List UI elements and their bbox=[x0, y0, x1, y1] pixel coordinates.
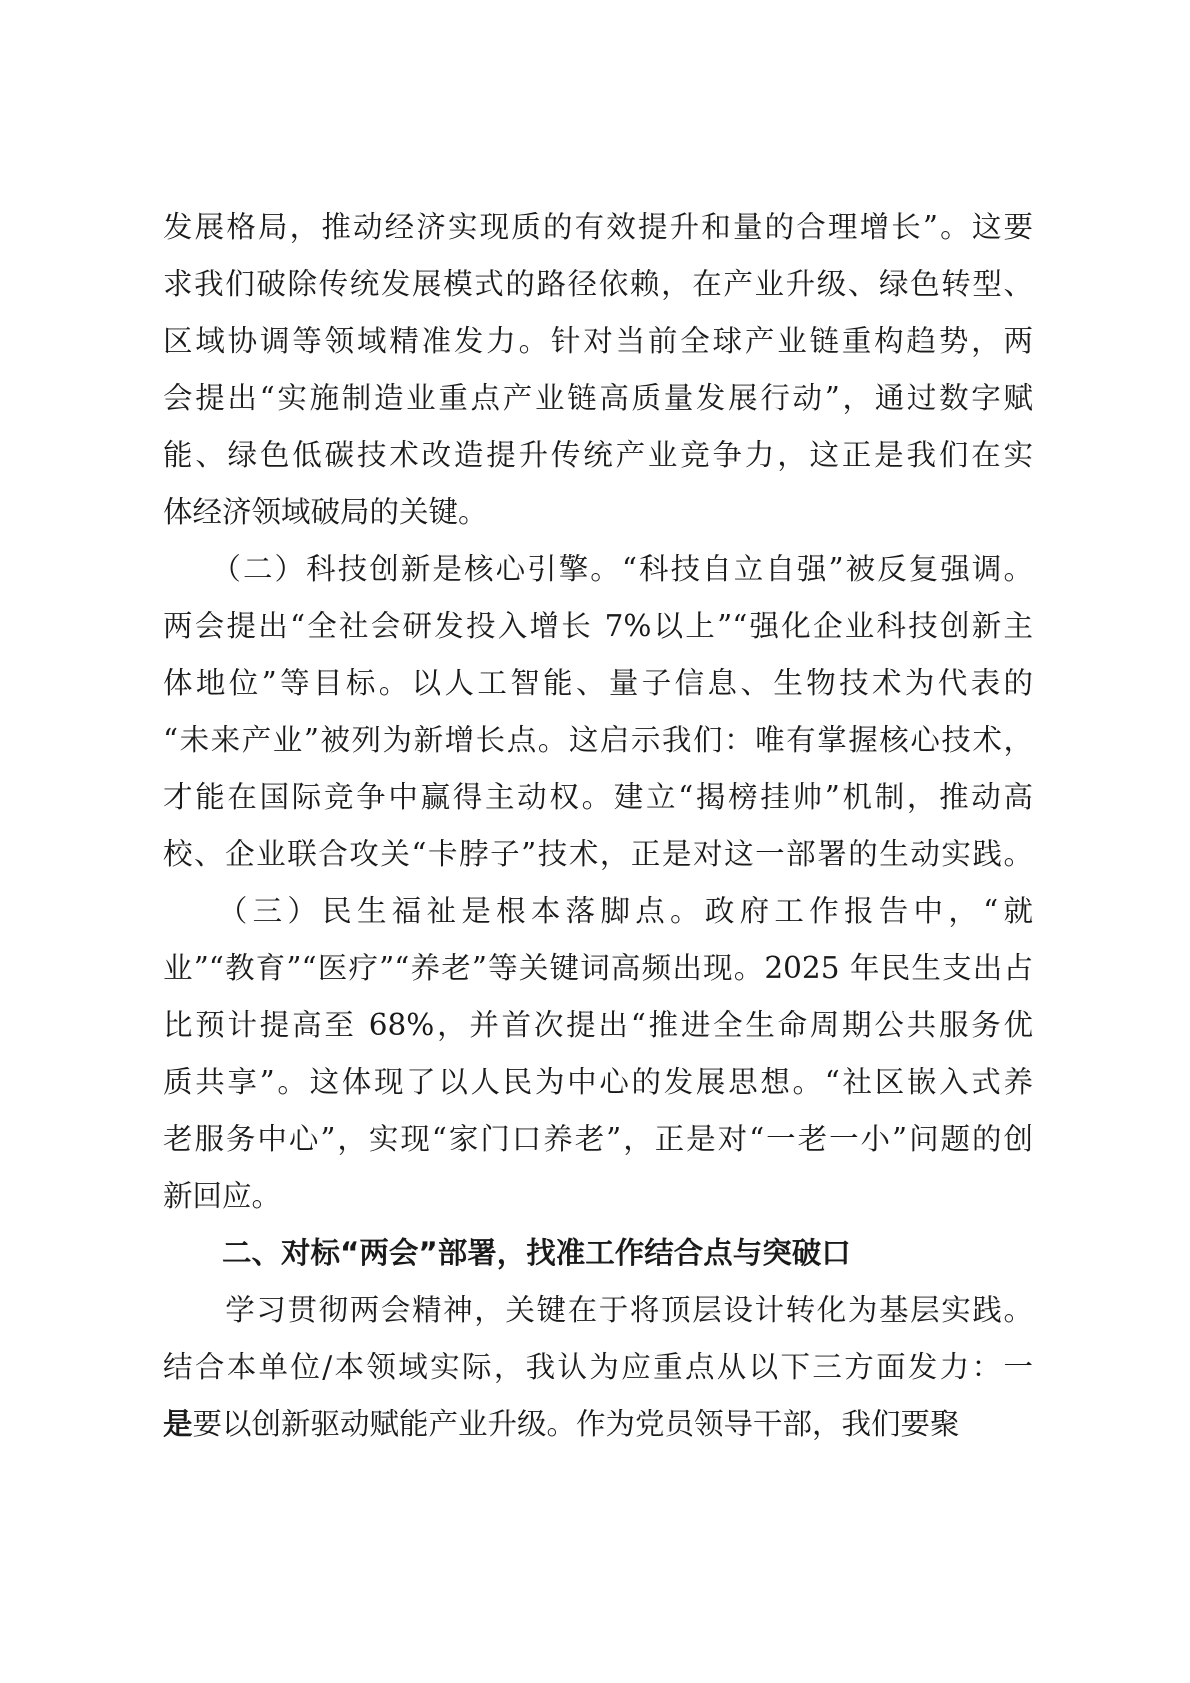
body-text-line: 学习贯彻两会精神，关键在于将顶层设计转化为基层实践。 bbox=[163, 1293, 1033, 1327]
body-text-line: 体地位”等目标。以人工智能、量子信息、生物技术为代表的 bbox=[163, 666, 1033, 700]
body-text-line: 新回应。 bbox=[163, 1179, 282, 1213]
body-text-line: 能、绿色低碳技术改造提升传统产业竞争力，这正是我们在实 bbox=[163, 438, 1033, 472]
body-text-line: 发展格局，推动经济实现质的有效提升和量的合理增长”。这要 bbox=[163, 210, 1033, 244]
body-text-line: 比预计提高至 68%，并首次提出“推进全生命周期公共服务优 bbox=[163, 1008, 1033, 1042]
subsection-heading-2: （二）科技创新是核心引擎。“科技自立自强”被反复强调。 bbox=[163, 552, 1033, 586]
body-text-line: 会提出“实施制造业重点产业链高质量发展行动”，通过数字赋 bbox=[163, 381, 1033, 415]
section-heading: 二、对标“两会”部署，找准工作结合点与突破口 bbox=[163, 1236, 851, 1270]
body-text-line: “未来产业”被列为新增长点。这启示我们：唯有掌握核心技术， bbox=[163, 723, 1033, 757]
body-text-line: 求我们破除传统发展模式的路径依赖，在产业升级、绿色转型、 bbox=[163, 267, 1033, 301]
body-text-line: 体经济领域破局的关键。 bbox=[163, 495, 488, 529]
body-text-line: 老服务中心”，实现“家门口养老”，正是对“一老一小”问题的创 bbox=[163, 1122, 1033, 1156]
body-text-span: 要以创新驱动赋能产业升级。作为党员领导干部，我们要聚 bbox=[192, 1407, 960, 1441]
body-text-line: 结合本单位/本领域实际，我认为应重点从以下三方面发力：一 bbox=[163, 1350, 1033, 1384]
body-text-line-mixed bbox=[163, 1400, 960, 1448]
body-text-line: 质共享”。这体现了以人民为中心的发展思想。“社区嵌入式养 bbox=[163, 1065, 1033, 1099]
body-text-line: 业”“教育”“医疗”“养老”等关键词高频出现。2025 年民生支出占 bbox=[163, 951, 1033, 985]
body-text-line: 才能在国际竞争中赢得主动权。建立“揭榜挂帅”机制，推动高 bbox=[163, 780, 1033, 814]
body-text-line: 区域协调等领域精准发力。针对当前全球产业链重构趋势，两 bbox=[163, 324, 1033, 358]
body-text-line: 校、企业联合攻关“卡脖子”技术，正是对这一部署的生动实践。 bbox=[163, 837, 1033, 871]
bold-lead-text: 是 bbox=[163, 1407, 193, 1441]
body-text-line: 两会提出“全社会研发投入增长 7%以上”“强化企业科技创新主 bbox=[163, 609, 1033, 643]
subsection-heading-3: （三）民生福祉是根本落脚点。政府工作报告中，“就 bbox=[163, 894, 1033, 928]
